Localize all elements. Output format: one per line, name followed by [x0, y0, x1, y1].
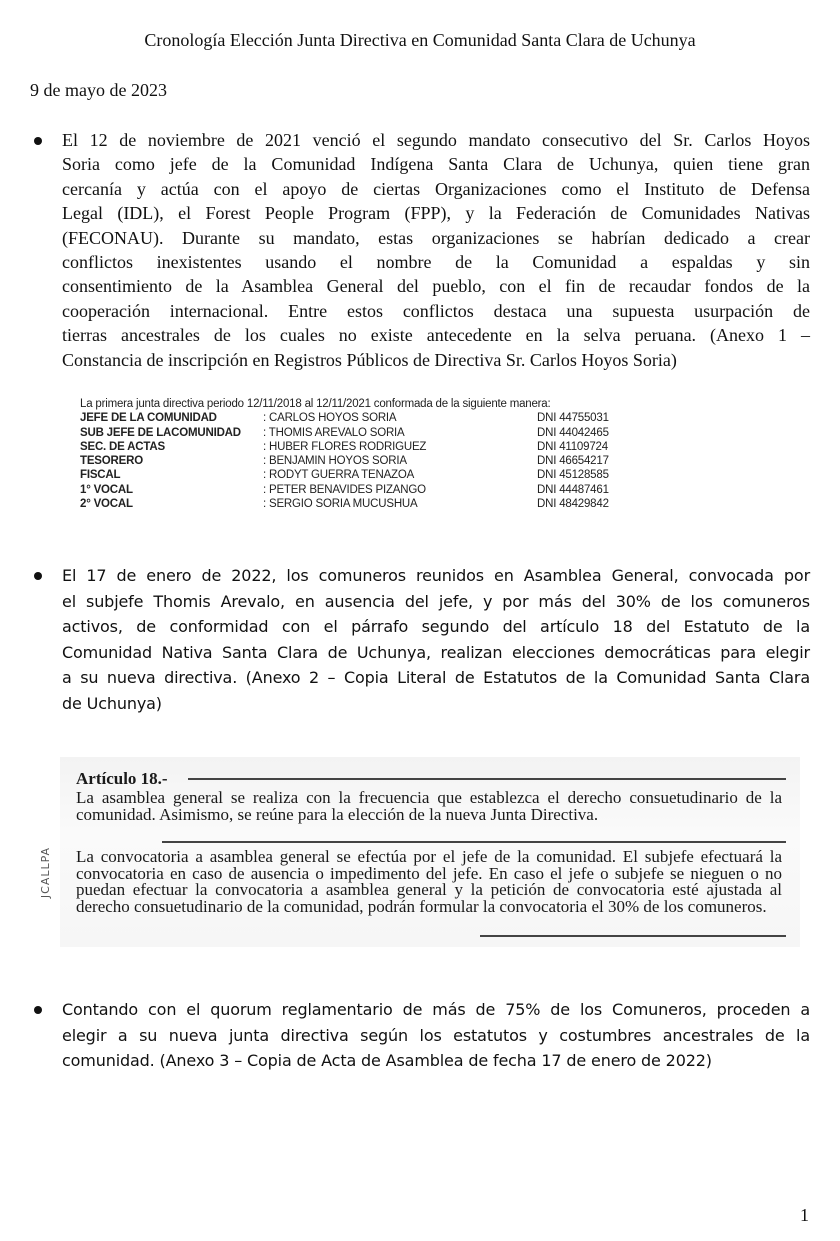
- divider: [480, 935, 786, 937]
- text-line: tierras ancestrales de los cuales no existe antecedente en la selva peruana. (Anexo 1 –: [62, 325, 810, 346]
- role-cell: JEFE DE LA COMUNIDAD: [80, 412, 217, 425]
- role-cell: SUB JEFE DE LACOMUNIDAD: [80, 426, 241, 439]
- table-row: [80, 468, 620, 482]
- margin-stamp: JCALLPA: [39, 846, 53, 899]
- name-cell: : PETER BENAVIDES PIZANGO: [263, 483, 426, 496]
- text-line: consentimiento de la Asamblea General del pueblo, con el fin de recaudar fondos de la: [62, 276, 810, 297]
- name-cell: : RODYT GUERRA TENAZOA: [263, 469, 415, 482]
- text-line: Contando con el quorum reglamentario de más de 75% de los Comuneros, proceden a: [62, 1000, 810, 1019]
- text-line: Comunidad Nativa Santa Clara de Uchunya, realizan elecciones democráticas para elegir: [62, 642, 810, 662]
- bullet-item-2: [30, 563, 810, 717]
- bullet-item-3: [30, 997, 810, 1074]
- dni-cell: DNI 48429842: [537, 498, 609, 511]
- article-18-scan: [39, 757, 800, 947]
- bullet-dot-icon: [34, 1006, 42, 1014]
- bullet-text-3: [62, 997, 810, 1074]
- directive-table: [80, 397, 620, 511]
- text-line: el subjefe Thomis Arevalo, en ausencia del jefe, y por más del 30% de los comuneros: [62, 591, 810, 611]
- role-cell: 1° VOCAL: [80, 483, 133, 496]
- table-row: [80, 440, 620, 454]
- text-line: cercanía y actúa con el apoyo de ciertas Organizaciones como el Instituto de Defensa: [62, 178, 810, 199]
- dni-cell: DNI 44755031: [537, 412, 609, 425]
- text-line: Constancia de inscripción en Registros Públicos de Directiva Sr. Carlos Hoyos Soria): [62, 349, 677, 370]
- table-row: [80, 483, 620, 497]
- bullet-item-1: [30, 128, 810, 372]
- table-row: [80, 497, 620, 511]
- name-cell: : CARLOS HOYOS SORIA: [263, 412, 397, 425]
- divider: [162, 841, 786, 843]
- text-line: Soria como jefe de la Comunidad Indígena Santa Clara de Uchunya, quien tiene gran: [62, 154, 810, 175]
- role-cell: TESORERO: [80, 455, 143, 468]
- table-row: [80, 454, 620, 468]
- table-row: [80, 426, 620, 440]
- text-line: activos, de conformidad con el párrafo segundo del artículo 18 del Estatuto de la: [62, 617, 810, 637]
- name-cell: : HUBER FLORES RODRIGUEZ: [263, 440, 427, 453]
- text-line: Legal (IDL), el Forest People Program (FPP), y la Federación de Comunidades Nativas: [62, 203, 810, 224]
- role-cell: 2° VOCAL: [80, 498, 133, 511]
- document-title: Cronología Elección Junta Directiva en Comunidad Santa Clara de Uchunya: [144, 30, 696, 50]
- bullet-text-2: [62, 563, 810, 717]
- text-line: El 12 de noviembre de 2021 venció el segundo mandato consecutivo del Sr. Carlos Hoyos: [62, 130, 810, 150]
- dni-cell: DNI 41109724: [537, 440, 608, 453]
- dni-cell: DNI 44487461: [537, 483, 609, 496]
- divider: [188, 778, 786, 780]
- dni-cell: DNI 46654217: [537, 455, 609, 468]
- text-line: de Uchunya): [62, 693, 162, 713]
- text-line: comunidad. (Anexo 3 – Copia de Acta de Asamblea de fecha 17 de enero de 2022): [62, 1051, 712, 1071]
- role-cell: SEC. DE ACTAS: [80, 440, 165, 453]
- text-line: conflictos inexistentes usando el nombre de la Comunidad a espaldas y sin: [62, 252, 810, 273]
- article-paragraph-2: La convocatoria a asamblea general se efectúa por el jefe de la comunidad. El subjefe efectuará la convocatoria en caso de ausencia o impedimento del jefe. En caso el jefe o subjefe se nieguen o no puedan efectuar la convocatoria a asamblea general y la petición de convocatoria esté ajustada al derecho consuetudinario de la comunidad, podrán formular la convocatoria el 30% de los comuneros.: [76, 847, 782, 916]
- bullet-dot-icon: [34, 572, 42, 580]
- text-line: elegir a su nueva junta directiva según los estatutos y costumbres ancestrales de la: [62, 1025, 810, 1045]
- text-line: a su nueva directiva. (Anexo 2 – Copia Literal de Estatutos de la Comunidad Santa Clara: [62, 668, 810, 688]
- dni-cell: DNI 44042465: [537, 426, 609, 439]
- article-heading: Artículo 18.-: [76, 769, 168, 788]
- directive-table-intro: La primera junta directiva periodo 12/11/2018 al 12/11/2021 conformada de la siguiente manera:: [80, 398, 551, 410]
- text-line: cooperación internacional. Entre estos conflictos destaca una supuesta usurpación de: [62, 300, 810, 321]
- article-paragraph-1: La asamblea general se realiza con la frecuencia que establezca el derecho consuetudinario de la comunidad. Asimismo, se reúne para la elección de la nueva Junta Directiva.: [76, 788, 782, 824]
- bullet-text-1: [62, 128, 810, 372]
- bullet-dot-icon: [34, 137, 42, 145]
- text-line: (FECONAU). Durante su mandato, estas organizaciones se habrían dedicado a crear: [62, 227, 810, 248]
- page-number: 1: [800, 1205, 809, 1225]
- name-cell: : SERGIO SORIA MUCUSHUA: [263, 498, 418, 511]
- text-line: El 17 de enero de 2022, los comuneros reunidos en Asamblea General, convocada por: [62, 566, 810, 585]
- role-cell: FISCAL: [80, 469, 121, 482]
- table-row: [80, 411, 620, 425]
- name-cell: : THOMIS AREVALO SORIA: [263, 426, 405, 439]
- dni-cell: DNI 45128585: [537, 469, 609, 482]
- document-date: 9 de mayo de 2023: [30, 80, 167, 100]
- name-cell: : BENJAMIN HOYOS SORIA: [263, 455, 407, 468]
